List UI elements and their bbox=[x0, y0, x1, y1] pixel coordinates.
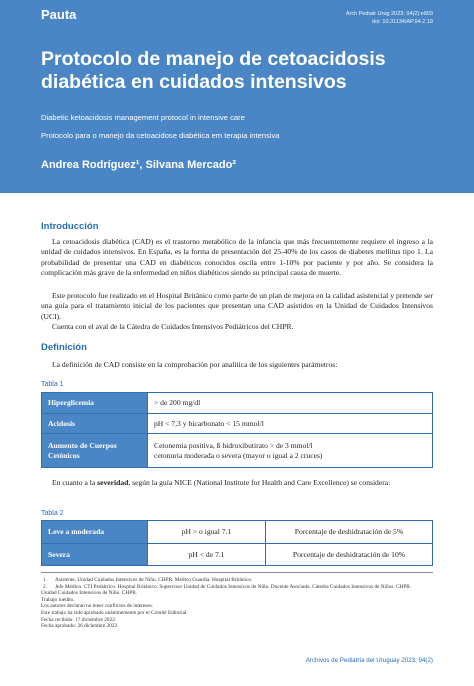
footnote-line: Este trabajo ha sido aprobado unánimemente por el Comité Editorial. bbox=[41, 609, 188, 616]
intro-text-1: La cetoacidosis diabética (CAD) es el trastorno metabólico de la infancia que más frecuentemente requiere el ingreso a la unidad de cuidados intensivos. En España, es la forma de presentación del 25-40% de los casos de diabetes mellitus tipo 1. La probabilidad de presentar una CAD en diabéticos conocidos oscila entre 1-10% por paciente y por año. Se considera la complicación más grave de la enfermedad en niños diabéticos siendo su principal causa de muerte. bbox=[41, 237, 433, 277]
row-header: Severa bbox=[42, 544, 148, 565]
table-row bbox=[42, 433, 432, 467]
footnote-line: Unidad Cuidados Intensivos de Niño. CHPR. bbox=[41, 590, 138, 597]
value-line: cetonuria moderada o severa (mayor o igual a 2 cruces) bbox=[154, 450, 323, 460]
intro-heading: Introducción bbox=[41, 221, 99, 232]
severity-paragraph bbox=[41, 478, 433, 488]
table-row bbox=[42, 521, 432, 543]
footnote-line: Los autores declaran no tener conflictos de intereses. bbox=[41, 603, 154, 610]
footnote-text: Jefe Médico. CTI Pediátrico. Hospital Británico. Supervisor Unidad de Cuidados Intensivos de Niño. Docente Asociado. Cátedra Cuidados Intensivos de Niños. CHPR. bbox=[55, 583, 412, 590]
ph-value: pH < de 7.1 bbox=[148, 544, 266, 565]
journal-footer: Archivos de Pediatría del Uruguay 2023; 94(2) bbox=[305, 657, 433, 664]
intro-text-3: Cuenta con el aval de la Cátedra de Cuidados Intensivos Pediátricos del CHPR. bbox=[52, 321, 294, 331]
authors: Andrea Rodríguez¹, Silvana Mercado² bbox=[41, 159, 236, 171]
article-title: Protocolo de manejo de cetoacidosis diabética en cuidados intensivos bbox=[41, 48, 386, 93]
intro-paragraphs bbox=[41, 291, 433, 332]
dehydration-value: Porcentaje de deshidratación de 5% bbox=[294, 527, 404, 536]
footnotes bbox=[41, 572, 433, 630]
table-row bbox=[42, 413, 432, 433]
row-value bbox=[148, 434, 328, 467]
footnote-text: Asistente. Unidad Cuidados Intensivos de Niño. CHPR. Médico Guardia. Hospital Británico. bbox=[55, 577, 253, 583]
intro-paragraph-1 bbox=[41, 237, 433, 278]
footnote-number: 1. bbox=[43, 577, 47, 583]
row-header: Acidosis bbox=[42, 414, 148, 433]
footnote-number: 2. bbox=[43, 583, 47, 590]
footnote-line: Trabajo inédito. bbox=[41, 596, 75, 603]
definition-heading: Definición bbox=[41, 342, 87, 353]
severity-text-pre: En cuanto a la bbox=[52, 478, 98, 487]
definition-text: La definición de CAD consiste en la comprobación por analítica de los siguientes parámetros: bbox=[52, 360, 338, 369]
table-1 bbox=[41, 392, 433, 468]
citation-reference bbox=[346, 10, 433, 26]
definition-paragraph bbox=[41, 360, 433, 370]
footnote bbox=[41, 584, 433, 591]
subtitle-portuguese: Protocolo para o manejo da cetoacidose diabética em terapia intensiva bbox=[41, 131, 280, 140]
severity-term: severidad bbox=[97, 478, 129, 487]
value-line: Cetonemia positiva, ß hidroxibutirato > de 3 mmol/l bbox=[154, 440, 313, 450]
row-header: Leve a moderada bbox=[42, 521, 148, 543]
journal-citation: Arch Pediatr Urug 2023; 94(2):e803 bbox=[345, 11, 433, 17]
dehydration-value: Porcentaje de deshidratación de 10% bbox=[292, 549, 406, 559]
row-header: Hiperglicemia bbox=[42, 393, 148, 413]
value-line: pH < 7,3 y bicarbonato < 15 mmol/l bbox=[154, 418, 264, 428]
row-header: Aumento de Cuerpos Cetónicos bbox=[42, 434, 148, 467]
row-value bbox=[148, 414, 270, 433]
table-row bbox=[42, 543, 432, 565]
ph-value: pH > o igual 7.1 bbox=[148, 521, 266, 543]
subtitle-english: Diabetic ketoacidosis management protocol in intensive care bbox=[41, 113, 245, 122]
table-row bbox=[42, 393, 432, 413]
article-header bbox=[0, 0, 474, 193]
severity-text bbox=[41, 478, 433, 488]
section-kicker: Pauta bbox=[41, 7, 77, 22]
intro-text-2: Este protocolo fue realizado en el Hospital Británico como parte de un plan de mejora en la calidad asistencial y pretende ser una guía para el tratamiento inicial de los pacientes que presentan una CAD asistidos en la Unidad de Cuidados Intensivos (UCI). bbox=[41, 291, 433, 321]
table-1-label: Tabla 1 bbox=[41, 381, 64, 388]
row-value bbox=[148, 393, 206, 413]
footnote-line: Fecha aprobado: 26 diciembre 2022. bbox=[41, 623, 119, 630]
table-2 bbox=[41, 520, 433, 566]
value-line: > de 200 mg/dl bbox=[154, 398, 201, 407]
footnote bbox=[41, 577, 433, 584]
footnote-line: Fecha recibido: 17 diciembre 2022. bbox=[41, 616, 117, 623]
doi: doi: 10.31134/AP.94.2.19 bbox=[372, 19, 433, 25]
table-2-label: Tabla 2 bbox=[41, 510, 64, 517]
severity-text-post: , según la guía NICE (National Institute for Health and Care Excellence) se considera: bbox=[128, 478, 391, 487]
